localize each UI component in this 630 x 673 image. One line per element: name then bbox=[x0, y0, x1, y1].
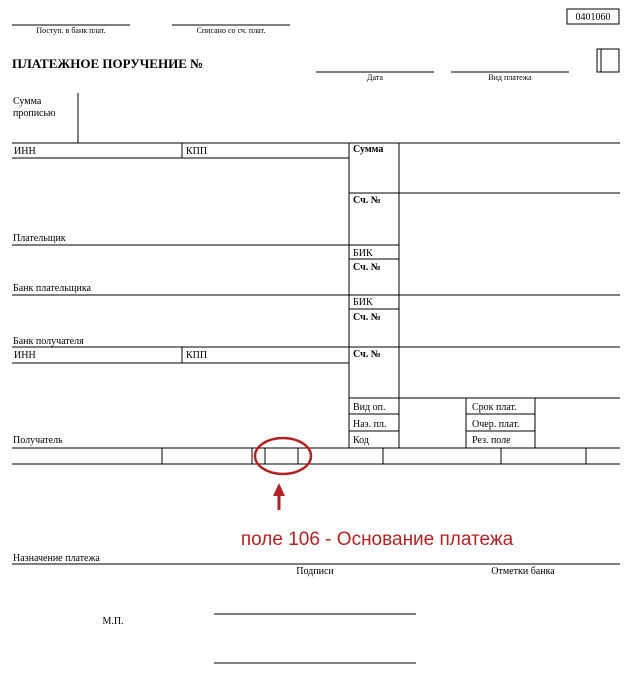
field-106-highlight bbox=[255, 438, 311, 474]
signatures-label: Подписи bbox=[296, 566, 334, 577]
bank-marks-label: Отметки банка bbox=[491, 566, 555, 577]
recipient-label: Получатель bbox=[13, 435, 63, 446]
form-code: 0401060 bbox=[575, 12, 611, 23]
payer-bank-label: Банк плательщика bbox=[13, 283, 91, 294]
recipient-bank-account-label: Сч. № bbox=[353, 312, 381, 323]
payment-order-label: Очер. плат. bbox=[472, 419, 520, 430]
amount-label: Сумма bbox=[353, 144, 384, 155]
amount-words-label bbox=[13, 96, 56, 119]
written-off-label: Списано со сч. плат. bbox=[196, 26, 266, 35]
payment-term-label: Срок плат. bbox=[472, 402, 517, 413]
payer-bank-account-label: Сч. № bbox=[353, 262, 381, 273]
annotation-text: поле 106 - Основание платежа bbox=[240, 529, 514, 550]
status-box[interactable] bbox=[597, 49, 619, 72]
payer-account-label: Сч. № bbox=[353, 195, 381, 206]
payer-label: Плательщик bbox=[13, 233, 66, 244]
payer-inn-label: ИНН bbox=[14, 146, 36, 157]
payment-purpose-code-label: Наз. пл. bbox=[353, 419, 387, 430]
stamp-label: М.П. bbox=[102, 616, 124, 627]
recipient-account-label: Сч. № bbox=[353, 349, 381, 360]
operation-type-label: Вид оп. bbox=[353, 402, 386, 413]
received-label: Поступ. в банк плат. bbox=[36, 26, 106, 35]
page-title: ПЛАТЕЖНОЕ ПОРУЧЕНИЕ № bbox=[12, 56, 204, 71]
recipient-bank-label: Банк получателя bbox=[13, 336, 84, 347]
annotation-arrow-head bbox=[273, 483, 285, 496]
amount-words-label-line1: Сумма bbox=[13, 96, 42, 107]
recipient-inn-label: ИНН bbox=[14, 350, 36, 361]
payment-type-label: Вид платежа bbox=[488, 73, 532, 82]
code-label: Код bbox=[353, 435, 369, 446]
payer-bik-label: БИК bbox=[353, 248, 373, 259]
payment-purpose-label: Назначение платежа bbox=[13, 553, 100, 564]
date-label: Дата bbox=[367, 73, 383, 82]
payer-kpp-label: КПП bbox=[186, 146, 208, 157]
amount-words-label-line2: прописью bbox=[13, 108, 56, 119]
recipient-bik-label: БИК bbox=[353, 297, 373, 308]
reserve-field-label: Рез. поле bbox=[472, 435, 511, 446]
recipient-kpp-label: КПП bbox=[186, 350, 208, 361]
